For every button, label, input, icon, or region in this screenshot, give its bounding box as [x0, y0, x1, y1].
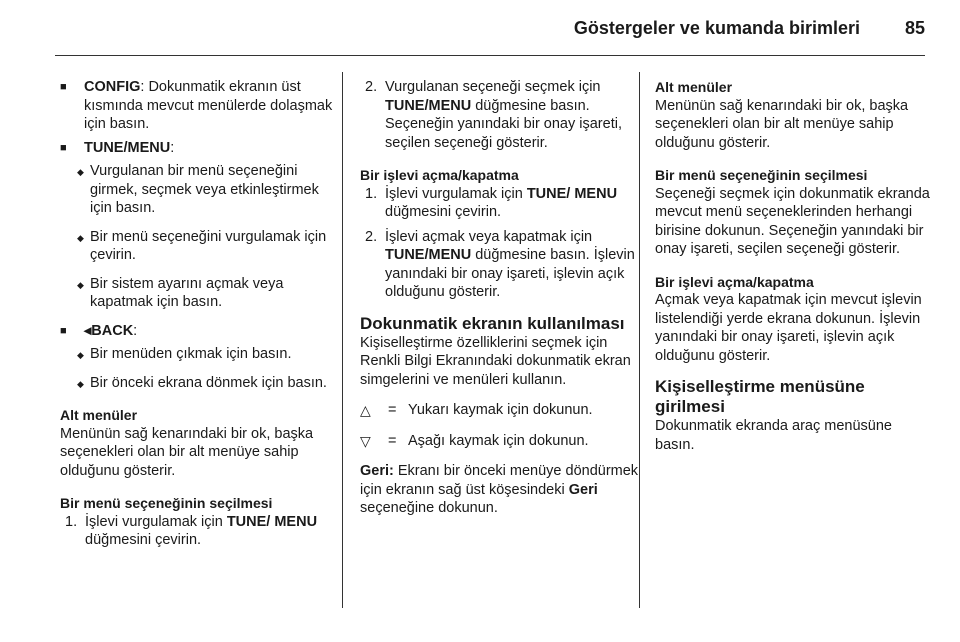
square-bullet-icon: ■	[60, 141, 67, 154]
islev-heading: Bir işlevi açma/kapatma	[360, 167, 519, 183]
alt-menuler-text: Menünün sağ kenarındaki bir ok, başka seçenekleri olan bir alt menüye sahip olduğunu gösterir.	[655, 97, 909, 151]
secilmesi-heading: Bir menü seçeneğinin seçilmesi	[60, 495, 273, 511]
column-divider-1	[342, 72, 343, 608]
secilmesi-step-1	[60, 513, 335, 550]
step-text: Vurgulanan seçeneği seçmek için	[385, 79, 601, 95]
equals-sign: =	[388, 432, 397, 449]
dokunmatik-heading: Dokunmatik ekranın kullanılması	[360, 313, 625, 333]
scroll-down-text: Aşağı kaymak için dokunun.	[408, 432, 589, 449]
step-number: 2.	[365, 228, 378, 245]
geri-text-end: seçeneğine dokunun.	[360, 500, 498, 516]
step-text: düğmesine basın. İşlevin yanındaki bir onay işareti, işlevin açık olduğunu gösterir.	[385, 247, 635, 300]
square-bullet-icon: ■	[60, 324, 67, 337]
alt-menuler-heading: Alt menüler	[60, 407, 138, 423]
config-item	[60, 78, 335, 134]
back-colon: :	[133, 322, 138, 339]
back-subitem-2-text: Bir önceki ekrana dönmek için basın.	[90, 374, 327, 391]
secilmesi-heading: Bir menü seçeneğinin seçilmesi	[655, 167, 868, 183]
back-item	[60, 322, 335, 341]
alt-menuler-text: Menünün sağ kenarındaki bir ok, başka seçenekleri olan bir alt menüye sahip olduğunu gösterir.	[60, 425, 314, 479]
tune-menu-item	[60, 139, 335, 158]
tune-subitem-3	[60, 275, 335, 312]
config-text: : Dokunmatik ekranın üst kısmında mevcut menülerde dolaşmak için basın.	[84, 79, 333, 132]
column-2	[360, 78, 640, 518]
diamond-bullet-icon: ◆	[77, 279, 84, 290]
geri-paragraph	[360, 462, 640, 518]
tune-subitem-2	[60, 228, 335, 265]
column-3	[655, 78, 930, 454]
step-text: düğmesine basın. Seçeneğin yanındaki bir onay işareti, seçilen seçeneği gösterir.	[385, 97, 622, 151]
step-text: İşlevi vurgulamak için	[385, 185, 527, 202]
diamond-bullet-icon: ◆	[77, 350, 84, 360]
step-number: 2.	[365, 79, 378, 95]
diamond-bullet-icon: ◆	[77, 167, 84, 177]
dokunmatik-text: Kişiselleştirme özelliklerini seçmek için Renkli Bilgi Ekranındaki dokunmatik ekran simgelerini ve menüleri kullanın.	[360, 334, 631, 388]
tune-subitem-1	[60, 162, 335, 218]
step-bold: TUNE/ MENU	[526, 185, 618, 202]
diamond-bullet-icon: ◆	[77, 378, 84, 389]
geri-label: Geri:	[360, 463, 394, 479]
scroll-up-row	[360, 401, 640, 420]
page-number: 85	[904, 18, 925, 38]
step-text: İşlevi vurgulamak için	[85, 513, 227, 530]
scroll-down-row	[360, 432, 640, 451]
islev-step-2	[360, 228, 640, 302]
kisisel-text: Dokunmatik ekranda araç menüsüne basın.	[655, 418, 892, 453]
square-bullet-icon: ■	[60, 81, 67, 93]
down-triangle-icon: ▽	[360, 432, 371, 449]
step-bold: TUNE/MENU	[385, 247, 472, 263]
tune-subitem-2-text: Bir menü seçeneğini vurgulamak için çevirin.	[90, 228, 327, 263]
step-number: 1.	[65, 513, 78, 530]
tune-menu-label: TUNE/MENU	[84, 139, 171, 156]
islev-heading: Bir işlevi açma/kapatma	[655, 273, 814, 290]
secilmesi-text: Seçeneği seçmek için dokunmatik ekranda mevcut menü seçeneklerinden herhangi birisine dokunun. Seçeneğin yanındaki bir onay işareti, seçilen seçeneği gösterir.	[655, 185, 930, 257]
config-label: CONFIG	[84, 79, 141, 95]
column-1	[60, 78, 335, 556]
geri-text: Ekranı bir önceki menüye döndürmek için ekranın sağ üst köşesindeki	[360, 463, 639, 498]
tune-subitem-3-text: Bir sistem ayarını açmak veya kapatmak için basın.	[90, 275, 284, 310]
alt-menuler-heading: Alt menüler	[655, 79, 733, 95]
back-arrow-icon: ◂	[84, 322, 92, 339]
back-label: BACK	[91, 322, 134, 339]
secilmesi-step-2	[360, 78, 640, 152]
equals-sign: =	[388, 402, 397, 418]
islev-text: Açmak veya kapatmak için mevcut işlevin listelendiği yerde ekrana dokunun. İşlevin yanındaki bir onay işareti, işlevin açık olduğunu gösterir.	[655, 292, 922, 364]
page-header-title: Göstergeler ve kumanda birimleri	[573, 18, 860, 38]
back-subitem-1-text: Bir menüden çıkmak için basın.	[90, 346, 292, 362]
geri-bold: Geri	[568, 481, 598, 498]
step-number: 1.	[365, 185, 378, 202]
step-bold: TUNE/ MENU	[226, 513, 318, 530]
step-text: düğmesini çevirin.	[85, 532, 202, 548]
islev-step-1	[360, 185, 640, 222]
tune-menu-colon: :	[170, 139, 175, 156]
tune-subitem-1-text: Vurgulanan bir menü seçeneğini girmek, seçmek veya etkinleştirmek için basın.	[90, 163, 319, 216]
back-subitem-1	[60, 345, 335, 364]
step-text: İşlevi açmak veya kapatmak için	[385, 228, 593, 245]
step-bold: TUNE/MENU	[385, 97, 472, 114]
scroll-up-text: Yukarı kaymak için dokunun.	[408, 402, 593, 418]
back-subitem-2	[60, 374, 335, 393]
header-divider	[55, 55, 925, 56]
diamond-bullet-icon: ◆	[77, 232, 84, 243]
step-text: düğmesini çevirin.	[385, 204, 502, 220]
kisisel-heading: Kişiselleştirme menüsüne girilmesi	[655, 377, 865, 416]
up-triangle-icon: △	[360, 402, 371, 418]
